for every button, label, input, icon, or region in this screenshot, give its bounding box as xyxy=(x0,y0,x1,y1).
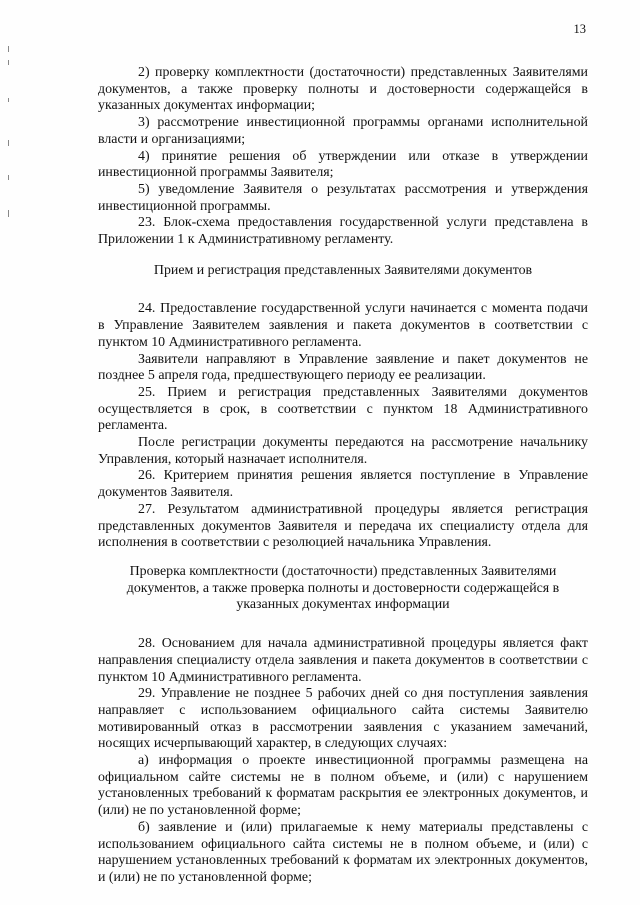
paragraph-29-case-b: б) заявление и (или) прилагаемые к нему материалы представлены с использованием официального сайта системы не в полном объеме, и (или) с нарушением установленных требований к форматам их электронных документов, и (или) не по установленной форме; xyxy=(98,819,588,885)
list-item-3: 3) рассмотрение инвестиционной программы органами исполнительной власти и организациями; xyxy=(98,115,588,147)
section-heading-reception: Прием и регистрация представленных Заявителями документов xyxy=(153,262,533,278)
paragraph-24-deadline: Заявители направляют в Управление заявление и пакет документов не позднее 5 апреля года, предшествующего периоду ее реализации. xyxy=(98,351,588,384)
page-number: 13 xyxy=(573,22,586,36)
list-item-2: 2) проверку комплектности (достаточности) представленных Заявителями документов, а также проверку полноты и достоверности содержащейся в указанных документах информации; xyxy=(98,65,588,114)
paragraph-29: 29. Управление не позднее 5 рабочих дней со дня поступления заявления направляет с использованием официального сайта системы Заявителю мотивированный отказ в рассмотрении заявления с указанием замечаний, носящих исчерпывающий характер, в следующих случаях: xyxy=(98,686,588,752)
scan-edge-marks xyxy=(6,40,12,240)
paragraph-24: 24. Предоставление государственной услуги начинается с момента подачи в Управление Заявителем заявления и пакета документов в соответствии с пунктом 10 Административного регламента. xyxy=(98,301,588,350)
paragraph-27: 27. Результатом административной процедуры является регистрация представленных документов Заявителя и передача их специалисту отдела для исполнения в соответствии с резолюцией начальника Управления. xyxy=(98,501,588,551)
list-item-5: 5) уведомление Заявителя о результатах рассмотрения и утверждения инвестиционной программы. xyxy=(98,181,588,214)
paragraph-23: 23. Блок-схема предоставления государственной услуги представлена в Приложении 1 к Административному регламенту. xyxy=(98,215,588,248)
document-body xyxy=(98,65,588,887)
paragraph-25-transfer: После регистрации документы передаются на рассмотрение начальнику Управления, который назначает исполнителя. xyxy=(98,435,588,467)
paragraph-29-case-a: а) информация о проекте инвестиционной программы размещена на официальном сайте системы не в полном объеме, и (или) с нарушением установленных требований к форматам раскрытия ее электронных документов, и (или) не по установленной форме; xyxy=(98,753,588,819)
list-item-4: 4) принятие решения об утверждении или отказе в утверждении инвестиционной программы Заявителя; xyxy=(98,148,588,181)
section-heading-verification: Проверка комплектности (достаточности) представленных Заявителями документов, а также проверка полноты и достоверности содержащейся в указанных документах информации xyxy=(126,563,560,613)
paragraph-26: 26. Критерием принятия решения является поступление в Управление документов Заявителя. xyxy=(98,468,588,501)
paragraph-28: 28. Основанием для начала административной процедуры является факт направления специалисту отдела заявления и пакета документов в соответствии с пунктом 10 Административного регламента. xyxy=(98,636,588,685)
paragraph-25: 25. Прием и регистрация представленных Заявителями документов осуществляется в срок, в соответствии с пунктом 18 Административного регламента. xyxy=(98,384,588,434)
